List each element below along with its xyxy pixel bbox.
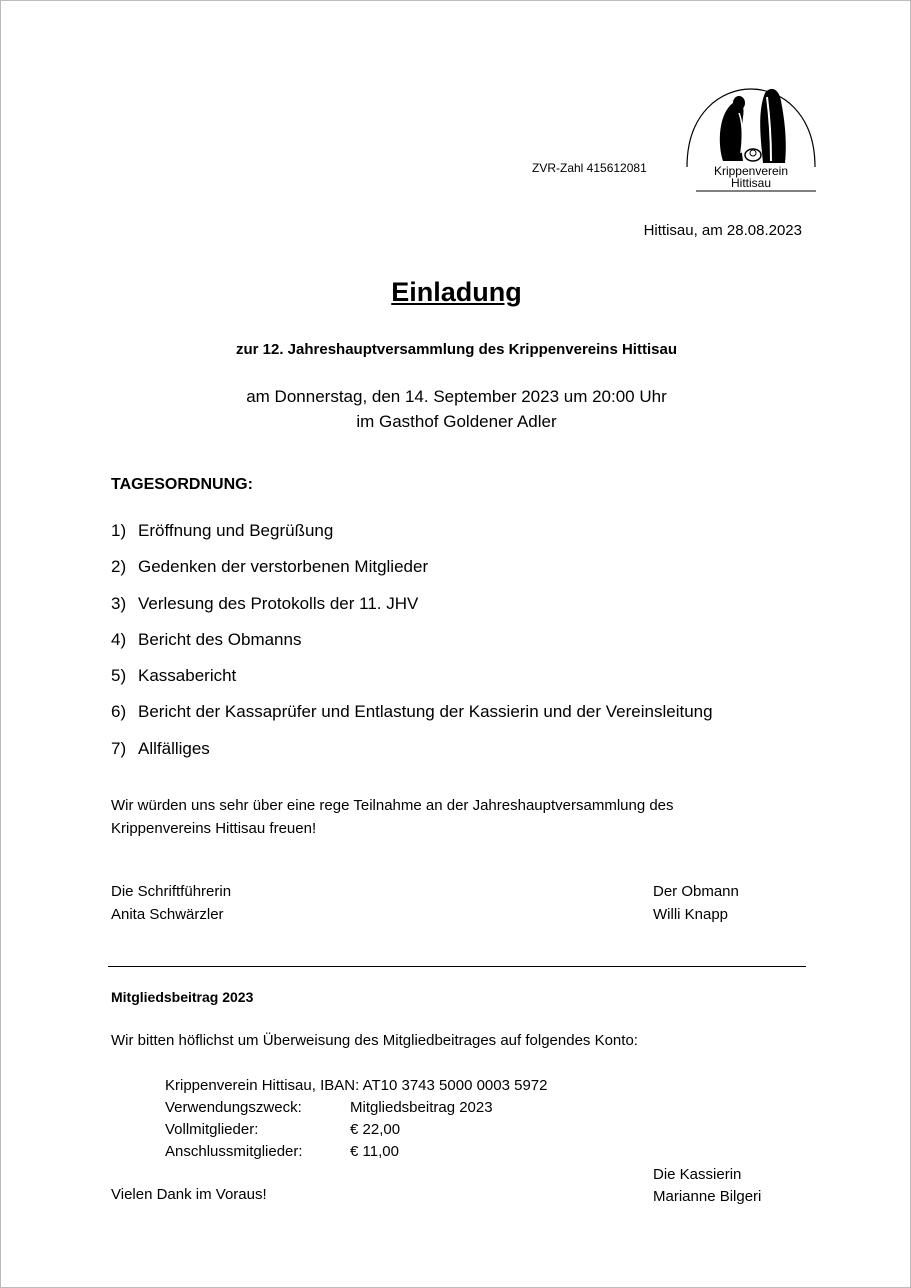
agenda-item-text: Bericht der Kassaprüfer und Entlastung der Kassierin und der Vereinsleitung xyxy=(138,702,713,722)
agenda-item-text: Allfälliges xyxy=(138,738,210,758)
fee-row xyxy=(165,1097,493,1119)
agenda-item-text: Eröffnung und Begrüßung xyxy=(138,521,334,540)
closing-paragraph xyxy=(111,794,674,840)
agenda-item-text: Bericht des Obmanns xyxy=(138,629,302,649)
agenda-item xyxy=(111,553,713,589)
fee-value: € 22,00 xyxy=(350,1121,401,1138)
agenda-list xyxy=(111,517,713,771)
agenda-item-number: 7) xyxy=(111,738,127,758)
agenda-item xyxy=(111,590,713,626)
event-date-time: am Donnerstag, den 14. September 2023 um 20:00 Uhr xyxy=(246,387,667,406)
agenda-item xyxy=(111,735,713,771)
bank-account: Krippenverein Hittisau, IBAN: AT10 3743 5000 0003 5972 xyxy=(165,1077,548,1094)
logo-label-line2: Hittisau xyxy=(730,176,772,190)
agenda-item xyxy=(111,698,713,734)
fee-label: Vollmitglieder: xyxy=(165,1121,259,1138)
closing-line: Wir würden uns sehr über eine rege Teilnahme an der Jahreshauptversammlung des xyxy=(111,797,674,814)
agenda-item-text: Kassabericht xyxy=(138,666,237,686)
membership-request: Wir bitten höflichst um Überweisung des Mitgliedbeitrages auf folgendes Konto: xyxy=(111,1032,638,1049)
agenda-item-number: 3) xyxy=(111,593,127,613)
agenda-item-number: 2) xyxy=(111,557,127,577)
signature-name: Anita Schwärzler xyxy=(111,906,224,923)
agenda-heading: TAGESORDNUNG: xyxy=(111,476,253,493)
fee-row xyxy=(165,1141,493,1163)
agenda-item-number: 1) xyxy=(111,521,127,540)
nativity-logo-icon xyxy=(681,83,821,198)
fee-value: € 11,00 xyxy=(350,1143,399,1160)
signature-cashier xyxy=(653,1164,761,1208)
agenda-item-number: 6) xyxy=(111,702,127,722)
thanks-line: Vielen Dank im Voraus! xyxy=(111,1186,267,1203)
agenda-item xyxy=(111,662,713,698)
fee-value: Mitgliedsbeitrag 2023 xyxy=(350,1099,493,1116)
fee-label: Verwendungszweck: xyxy=(165,1099,302,1116)
signature-chairman xyxy=(653,880,739,926)
membership-heading: Mitgliedsbeitrag 2023 xyxy=(111,989,254,1005)
event-details xyxy=(1,384,911,434)
event-location: im Gasthof Goldener Adler xyxy=(356,412,557,431)
signature-role: Die Schriftführerin xyxy=(111,883,232,900)
zvr-number: ZVR-Zahl 415612081 xyxy=(532,161,647,175)
fee-row xyxy=(165,1119,493,1141)
agenda-item xyxy=(111,626,713,662)
agenda-item-number: 4) xyxy=(111,629,127,649)
signature-role: Der Obmann xyxy=(653,883,739,900)
agenda-item xyxy=(111,517,713,553)
page-title: Einladung xyxy=(391,277,522,307)
agenda-item-text: Gedenken der verstorbenen Mitglieder xyxy=(138,557,429,577)
agenda-item-number: 5) xyxy=(111,666,127,686)
fee-label: Anschlussmitglieder: xyxy=(165,1143,303,1160)
club-logo xyxy=(681,83,821,198)
section-divider xyxy=(108,966,806,967)
page-subtitle: zur 12. Jahreshauptversammlung des Krippenvereins Hittisau xyxy=(236,341,677,358)
closing-line: Krippenvereins Hittisau freuen! xyxy=(111,820,317,837)
signature-name: Marianne Bilgeri xyxy=(653,1188,762,1205)
date-line: Hittisau, am 28.08.2023 xyxy=(643,222,802,239)
fee-details xyxy=(165,1097,493,1163)
agenda-item-text: Verlesung des Protokolls der 11. JHV xyxy=(138,593,419,613)
signature-secretary xyxy=(111,880,231,926)
signature-name: Willi Knapp xyxy=(653,906,729,923)
logo-label-line1: Krippenverein xyxy=(713,164,789,178)
signature-role: Die Kassierin xyxy=(653,1166,742,1183)
